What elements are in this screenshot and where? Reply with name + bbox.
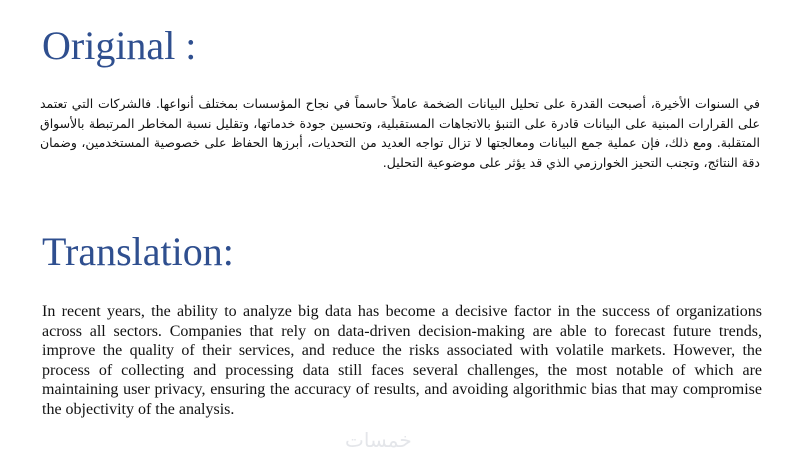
- translation-heading: Translation:: [42, 229, 234, 274]
- original-heading: Original :: [42, 23, 197, 68]
- translation-english-paragraph: In recent years, the ability to analyze big data has become a decisive factor in the success of organizations across all sectors. Companies that rely on data-driven decision-making are able to forecast future trends, improve the quality of their services, and reduce the risks associated with volatile markets. However, the process of collecting and processing data still faces several challenges, the most notable of which are maintaining user privacy, ensuring the accuracy of results, and avoiding algorithmic bias that may compromise the objectivity of the analysis.: [42, 303, 762, 418]
- original-arabic-paragraph: في السنوات الأخيرة، أصبحت القدرة على تحليل البيانات الضخمة عاملاً حاسماً في نجاح المؤسسات بمختلف أنواعها. فالشركات التي تعتمد على القرارات المبنية على البيانات قادرة على التنبؤ بالاتجاهات المستقبلية، وتحسين جودة خدماتها، وتقليل نسبة المخاطر المرتبطة بالأسواق المتقلبة. ومع ذلك، فإن عملية جمع البيانات ومعالجتها لا تزال تواجه العديد من التحديات، أبرزها الحفاظ على خصوصية المستخدمين، وضمان دقة النتائج، وتجنب التحيز الخوارزمي الذي قد يؤثر على موضوعية التحليل.: [40, 96, 760, 170]
- watermark-logo: خمسات: [345, 428, 412, 452]
